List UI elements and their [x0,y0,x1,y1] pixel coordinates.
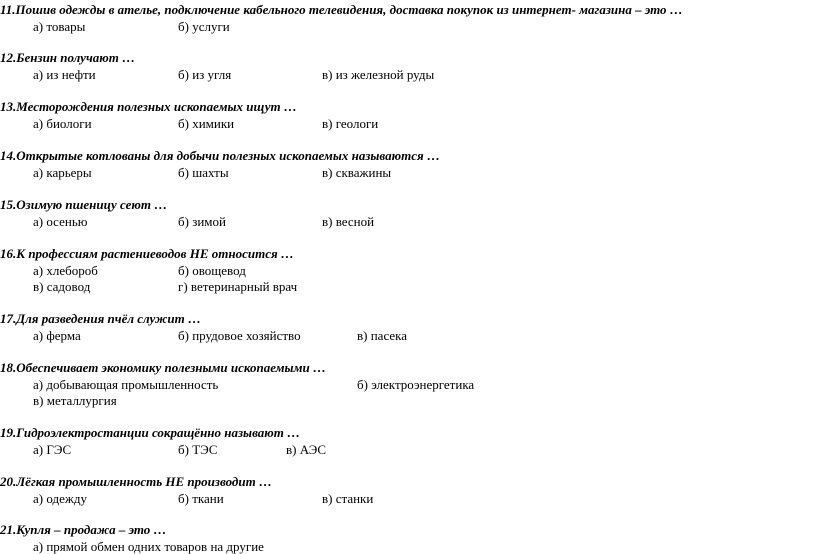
question-16-option-d: г) ветеринарный врач [178,279,298,294]
question-17-title: 17.Для разведения пчёл служит … [0,311,201,326]
question-18-title: 18.Обеспечивает экономику полезными ископаемыми … [0,360,326,375]
question-13-option-a: а) биологи [33,116,92,131]
question-18-option-b: б) электроэнергетика [357,377,475,392]
question-12-option-a: а) из нефти [33,67,96,82]
question-15-option-c: в) весной [322,214,375,229]
question-14-option-a: а) карьеры [33,165,92,180]
question-20-option-c: в) станки [322,491,374,506]
question-19-option-a: а) ГЭС [33,442,72,457]
question-11-option-b: б) услуги [178,19,230,34]
question-13-title: 13.Месторождения полезных ископаемых ищут … [0,99,297,114]
question-15-title: 15.Озимую пшеницу сеют … [0,197,168,212]
question-21-title: 21.Купля – продажа – это … [0,522,167,537]
question-14-option-c: в) скважины [322,165,392,180]
question-18-option-a: а) добывающая промышленность [33,377,219,392]
question-20-title: 20.Лёгкая промышленность НЕ производит … [0,474,272,489]
question-19-title: 19.Гидроэлектростанции сокращённо называют … [0,425,301,440]
question-12-title: 12.Бензин получают … [0,50,136,65]
question-18-option-c: в) металлургия [33,393,117,408]
question-16-option-b: б) овощевод [178,263,246,278]
question-17-option-b: б) прудовое хозяйство [178,328,301,343]
question-12-option-c: в) из железной руды [322,67,435,82]
question-16-option-c: в) садовод [33,279,91,294]
question-20-option-a: а) одежду [33,491,87,506]
question-11-title: 11.Пошив одежды в ателье, подключение кабельного телевидения, доставка покупок из интернет- магазина – это … [0,2,683,17]
question-17-option-c: в) пасека [357,328,408,343]
question-14-title: 14.Открытые котлованы для добычи полезных ископаемых называются … [0,148,440,163]
question-16-option-a: а) хлебороб [33,263,98,278]
question-19-option-b: б) ТЭС [178,442,218,457]
question-17-option-a: а) ферма [33,328,81,343]
question-16-title: 16.К профессиям растениеводов НЕ относится … [0,246,294,261]
question-13-option-c: в) геологи [322,116,379,131]
question-15-option-a: а) осенью [33,214,88,229]
question-11-option-a: а) товары [33,19,86,34]
question-20-option-b: б) ткани [178,491,224,506]
question-15-option-b: б) зимой [178,214,226,229]
question-14-option-b: б) шахты [178,165,229,180]
question-12-option-b: б) из угля [178,67,232,82]
question-19-option-c: в) АЭС [286,442,327,457]
question-13-option-b: б) химики [178,116,235,131]
question-21-option-a: а) прямой обмен одних товаров на другие [33,539,264,554]
